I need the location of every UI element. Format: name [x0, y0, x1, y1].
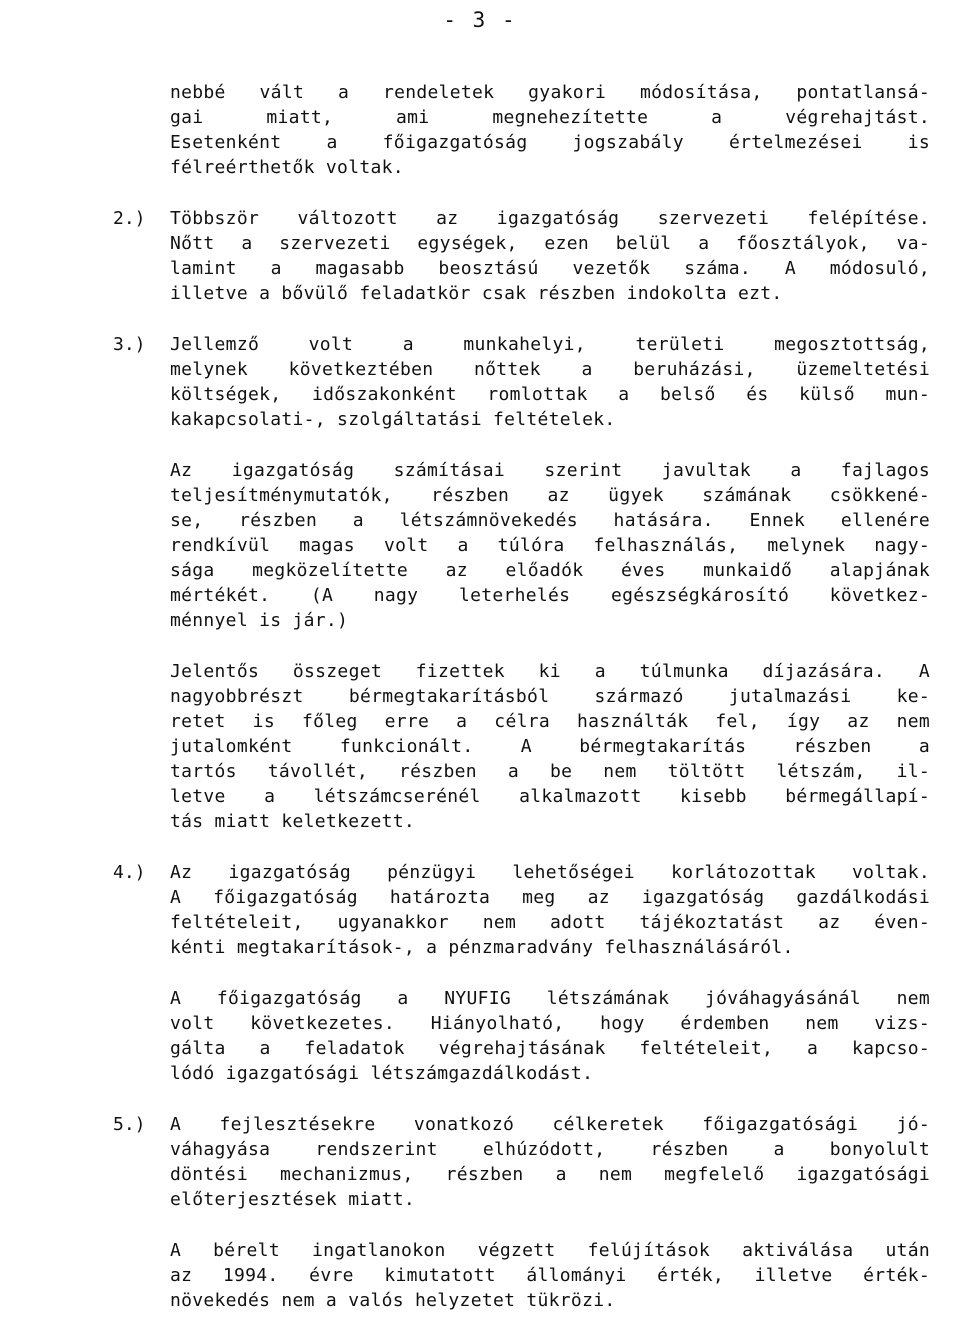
text-line: melynek következtében nőttek a beruházási, üzemeltetési — [170, 359, 930, 380]
text-line: Többször változott az igazgatóság szervezeti felépítése. — [170, 208, 930, 229]
text-line: Jelentős összeget fizettek ki a túlmunka díjazására. A — [170, 661, 930, 682]
text-line: lamint a magasabb beosztású vezetők száma. A módosuló, — [170, 258, 930, 279]
text-line: Az igazgatóság számításai szerint javultak a fajlagos — [170, 460, 930, 481]
page-number: - 3 - — [443, 8, 517, 32]
text-line: A fejlesztésekre vonatkozó célkeretek főigazgatósági jó- — [170, 1114, 930, 1135]
paragraph-lines — [170, 458, 930, 633]
text-line: Nőtt a szervezeti egységek, ezen belül a főosztályok, va- — [170, 233, 930, 254]
text-line: gálta a feladatok végrehajtásának feltételeit, a kapcso- — [170, 1038, 930, 1059]
paragraph-lines — [170, 986, 930, 1086]
text-line: kénti megtakarítások-, a pénzmaradvány felhasználásáról. — [170, 937, 794, 958]
text-line: ménnyel is jár.) — [170, 610, 349, 631]
paragraph — [0, 659, 960, 834]
text-line: Jellemző volt a munkahelyi, területi megosztottság, — [170, 334, 930, 355]
text-line: költségek, időszakonként romlottak a belső és külső mun- — [170, 384, 930, 405]
paragraph-lines — [170, 1238, 930, 1313]
numbered-paragraph — [0, 332, 960, 432]
paragraph-number: 4.) — [113, 862, 146, 883]
numbered-paragraph — [0, 1112, 960, 1212]
text-line: A főigazgatóság a NYUFIG létszámának jóváhagyásánál nem — [170, 988, 930, 1009]
text-line: volt következetes. Hiányolható, hogy érdemben nem vizs- — [170, 1013, 930, 1034]
paragraph-lines — [170, 332, 930, 432]
paragraph — [0, 986, 960, 1086]
text-line: jutalomként funkcionált. A bérmegtakarítás részben a — [170, 736, 930, 757]
text-line: sága megközelítette az előadók éves munkaidő alapjának — [170, 560, 930, 581]
paragraph-number: 3.) — [113, 334, 146, 355]
text-line: letve a létszámcserénél alkalmazott kisebb bérmegállapí- — [170, 786, 930, 807]
text-line: gai miatt, ami megnehezítette a végrehajtást. — [170, 107, 930, 128]
paragraph-lines — [170, 80, 930, 180]
text-line: tás miatt keletkezett. — [170, 811, 416, 832]
text-line: döntési mechanizmus, részben a nem megfelelő igazgatósági — [170, 1164, 930, 1185]
text-line: előterjesztések miatt. — [170, 1189, 416, 1210]
text-line: kakapcsolati-, szolgáltatási feltételek. — [170, 409, 616, 430]
paragraph-lines — [170, 659, 930, 834]
text-line: retet is főleg erre a célra használták fel, így az nem — [170, 711, 930, 732]
text-line: rendkívül magas volt a túlóra felhasználás, melynek nagy- — [170, 535, 930, 556]
text-line: tartós távollét, részben a be nem töltött létszám, il- — [170, 761, 930, 782]
text-line: Az igazgatóság pénzügyi lehetőségei korlátozottak voltak. — [170, 862, 930, 883]
text-line: az 1994. évre kimutatott állományi érték, illetve érték- — [170, 1265, 930, 1286]
text-line: lódó igazgatósági létszámgazdálkodást. — [170, 1063, 594, 1084]
paragraph-lines — [170, 860, 930, 960]
text-line: növekedés nem a valós helyzetet tükrözi. — [170, 1290, 616, 1311]
paragraph — [0, 458, 960, 633]
text-line: illetve a bővülő feladatkör csak részben indokolta ezt. — [170, 283, 783, 304]
text-line: nagyobbrészt bérmegtakarításból származó jutalmazási ke- — [170, 686, 930, 707]
numbered-paragraph — [0, 860, 960, 960]
text-line: nebbé vált a rendeletek gyakori módosítása, pontatlansá- — [170, 82, 930, 103]
text-line: mértékét. (A nagy leterhelés egészségkárosító következ- — [170, 585, 930, 606]
paragraph-number: 5.) — [113, 1114, 146, 1135]
text-line: Esetenként a főigazgatóság jogszabály értelmezései is — [170, 132, 930, 153]
paragraph-number: 2.) — [113, 208, 146, 229]
text-line: A főigazgatóság határozta meg az igazgatóság gazdálkodási — [170, 887, 930, 908]
text-line: félreérthetők voltak. — [170, 157, 404, 178]
paragraph — [0, 1238, 960, 1313]
text-line: se, részben a létszámnövekedés hatására. Ennek ellenére — [170, 510, 930, 531]
document-body — [0, 80, 960, 1339]
paragraph — [0, 80, 960, 180]
paragraph-lines — [170, 1112, 930, 1212]
text-line: A bérelt ingatlanokon végzett felújítások aktiválása után — [170, 1240, 930, 1261]
numbered-paragraph — [0, 206, 960, 306]
text-line: feltételeit, ugyanakkor nem adott tájékoztatást az éven- — [170, 912, 930, 933]
paragraph-lines — [170, 206, 930, 306]
text-line: teljesítménymutatók, részben az ügyek számának csökkené- — [170, 485, 930, 506]
text-line: váhagyása rendszerint elhúzódott, részben a bonyolult — [170, 1139, 930, 1160]
